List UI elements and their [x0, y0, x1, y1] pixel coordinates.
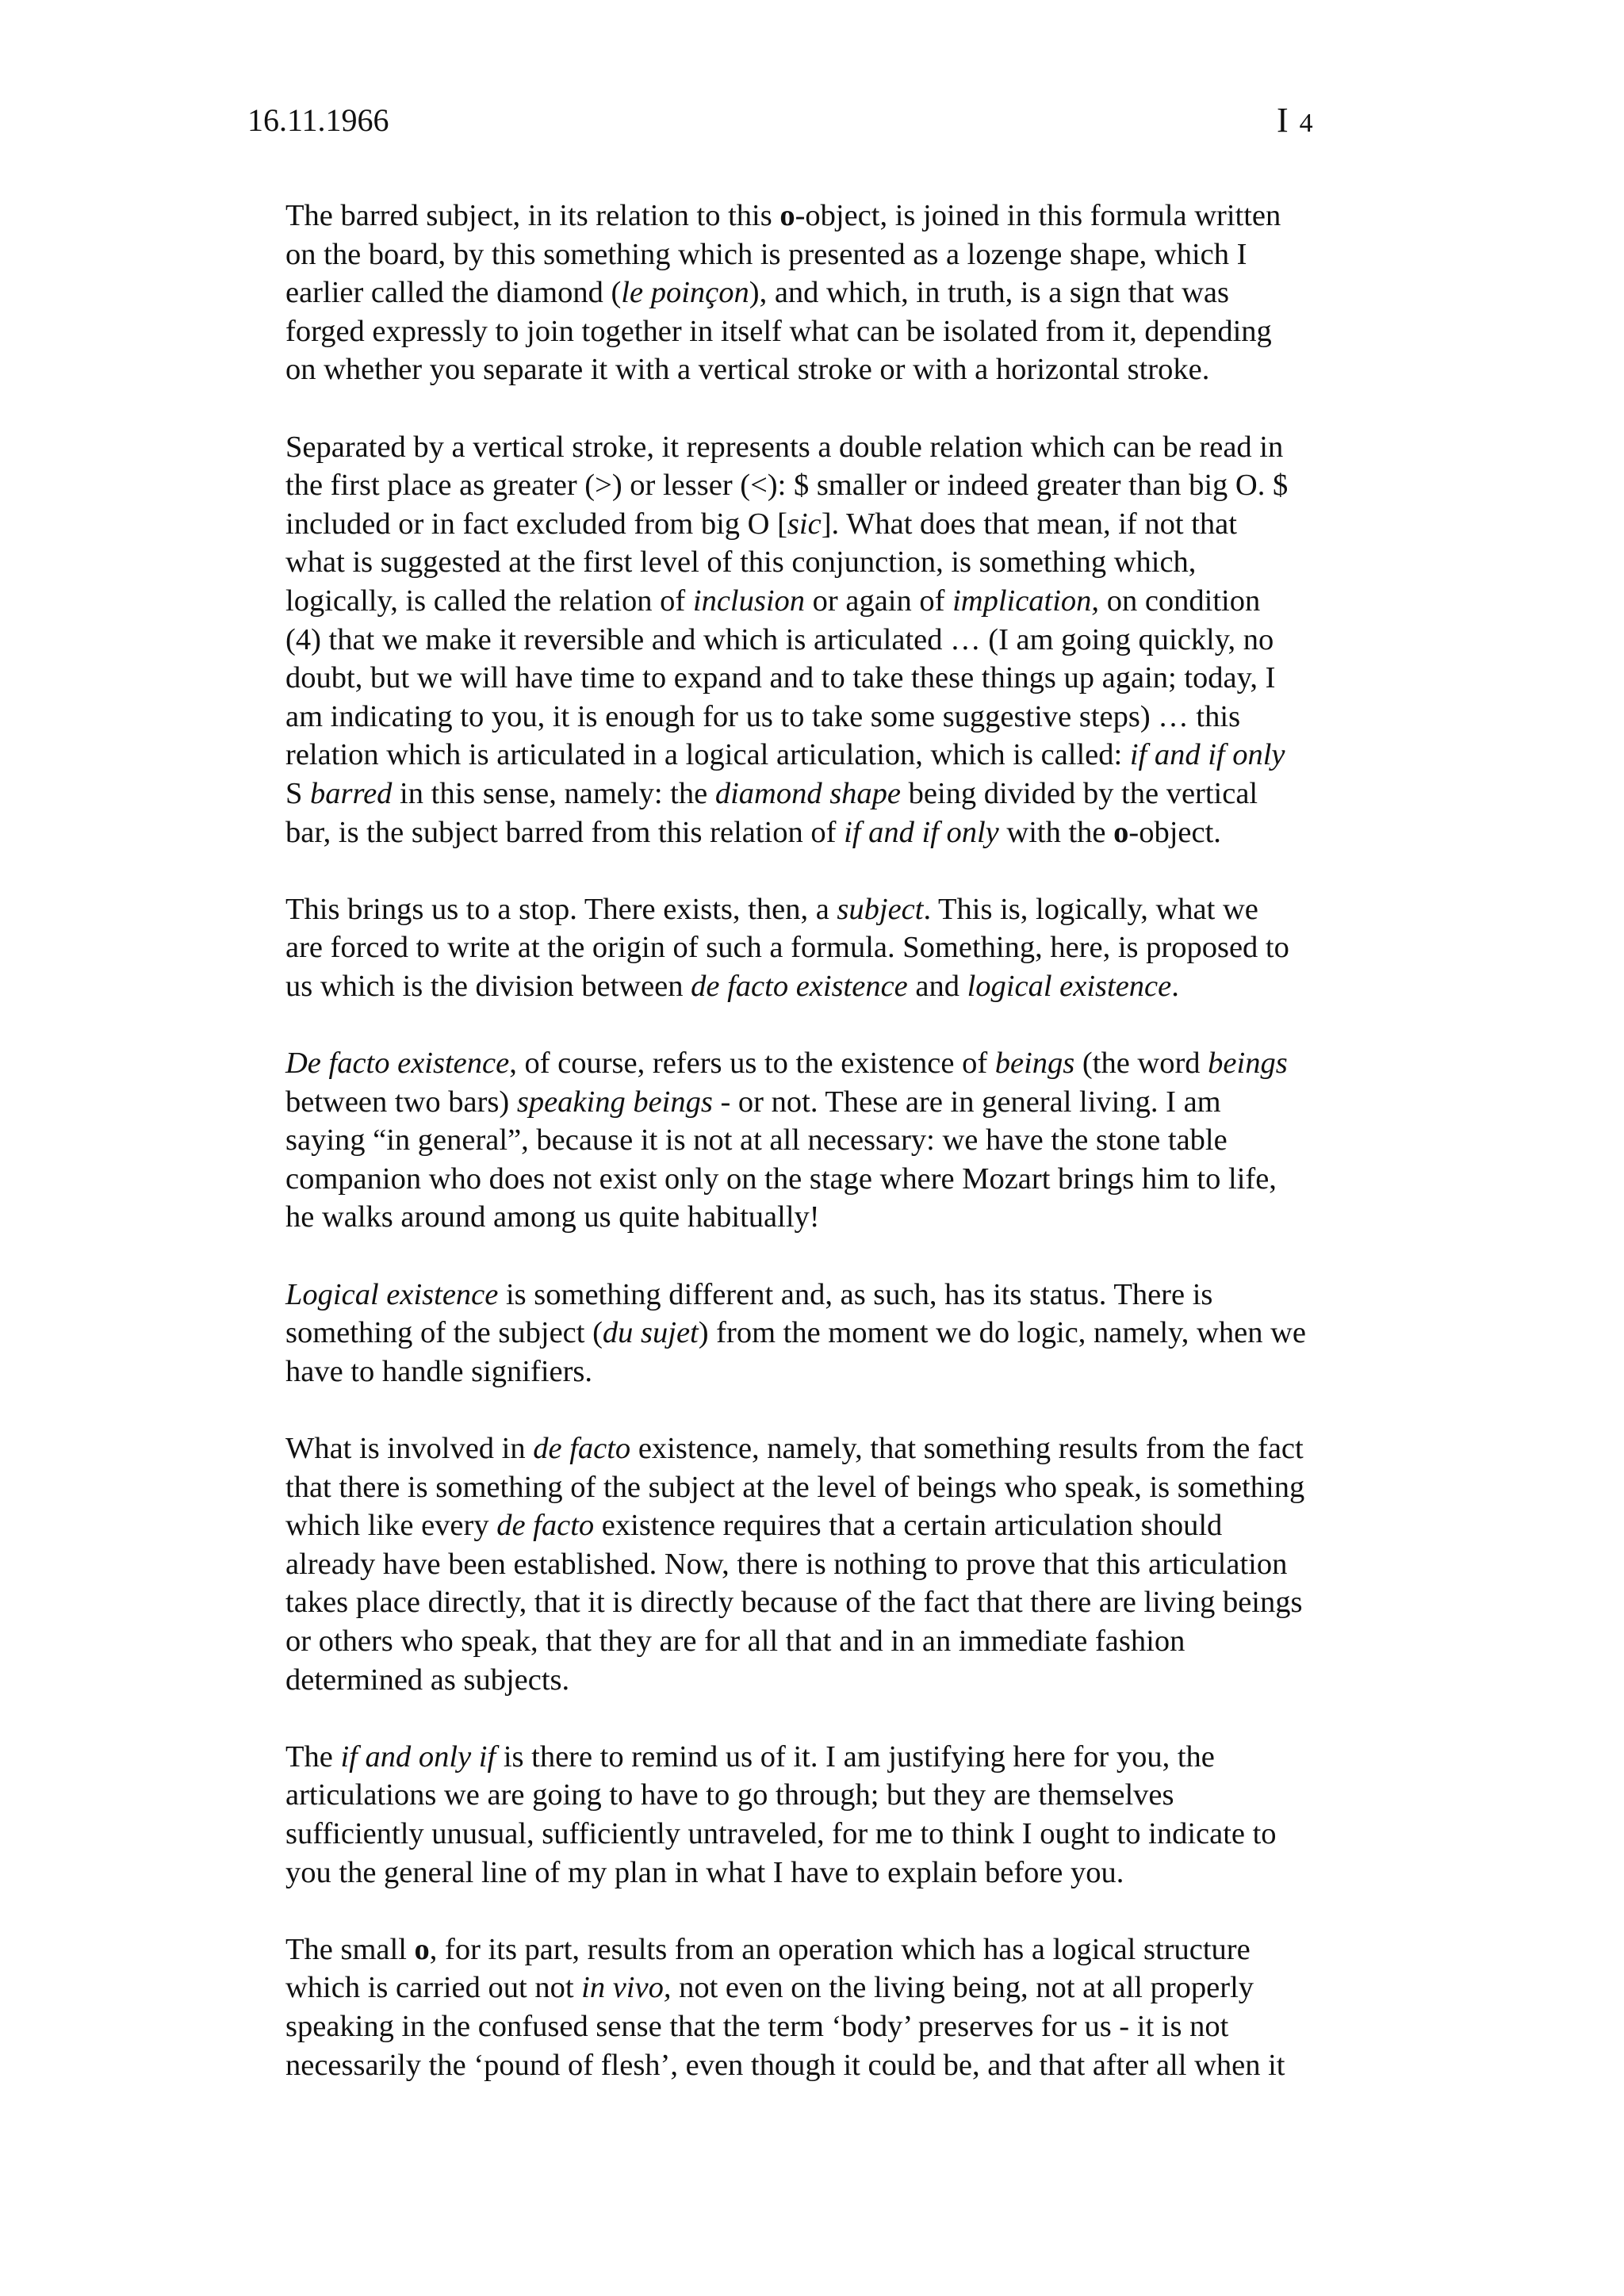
- text-run: is there to remind us of it. I am justifying here for you, the: [496, 1739, 1215, 1774]
- italic-text: if and if only: [1129, 738, 1285, 772]
- text-line: [285, 1583, 1396, 1622]
- bold-text: o: [1113, 815, 1129, 849]
- text-run: something of the subject (: [285, 1316, 603, 1350]
- text-line: [285, 505, 1396, 544]
- italic-text: diamond shape: [714, 776, 902, 810]
- text-run: the first place as greater (>) or lesser (<): $ smaller or indeed greater than big O. $: [285, 469, 1289, 503]
- text-line: [285, 274, 1396, 312]
- paragraph: [285, 428, 1396, 852]
- text-run: am indicating to you, it is enough for us to take some suggestive steps) … this: [285, 699, 1241, 733]
- text-line: [285, 621, 1396, 660]
- bold-text: o: [779, 199, 795, 232]
- text-line: [285, 2046, 1396, 2085]
- text-run: with the: [998, 815, 1114, 849]
- text-run: (4) that we make it reversible and which is articulated … (I am going quickly, no: [285, 622, 1274, 656]
- text-line: [285, 197, 1396, 235]
- text-line: [285, 1083, 1396, 1122]
- paragraph: [285, 1931, 1396, 2084]
- italic-text: inclusion: [692, 584, 806, 618]
- text-line: [285, 2007, 1396, 2046]
- header-date: 16.11.1966: [247, 102, 389, 138]
- text-line: [285, 659, 1396, 698]
- text-line: [285, 1931, 1396, 1969]
- bold-text: o: [414, 1932, 430, 1966]
- text-line: [285, 350, 1396, 389]
- text-run: or others who speak, that they are for all that and in an immediate fashion: [285, 1624, 1185, 1658]
- text-line: [285, 1661, 1396, 1700]
- italic-text: barred: [310, 776, 393, 810]
- text-line: [285, 1506, 1396, 1545]
- text-run: -object.: [1128, 815, 1221, 849]
- italic-text: de facto existence: [691, 969, 908, 1003]
- text-line: [285, 736, 1396, 775]
- text-run: -object, is joined in this formula written: [795, 199, 1281, 232]
- text-run: ), and which, in truth, is a sign that was: [749, 276, 1229, 310]
- text-run: What is involved in: [285, 1432, 534, 1465]
- paragraph: [285, 1738, 1396, 1892]
- text-run: ) from the moment we do logic, namely, when we: [698, 1316, 1306, 1350]
- text-run: sufficiently unusual, sufficiently untraveled, for me to think I ought to indicate to: [285, 1816, 1277, 1850]
- text-run: or again of: [805, 584, 953, 618]
- text-run: earlier called the diamond (: [285, 276, 622, 310]
- italic-text: de facto: [533, 1432, 631, 1465]
- text-run: between two bars): [285, 1085, 517, 1119]
- text-line: [285, 890, 1396, 929]
- text-run: The barred subject, in its relation to this: [285, 199, 780, 232]
- text-run: which is carried out not: [285, 1971, 582, 2005]
- text-run: , for its part, results from an operation which has a logical structure: [429, 1932, 1251, 1966]
- text-line: [285, 775, 1396, 813]
- text-line: [285, 1429, 1396, 1468]
- text-line: [285, 1776, 1396, 1815]
- text-run: he walks around among us quite habitually!: [285, 1200, 820, 1234]
- text-run: The small: [285, 1932, 415, 1966]
- text-run: on whether you separate it with a vertical stroke or with a horizontal stroke.: [285, 353, 1210, 387]
- text-run: already have been established. Now, there is nothing to prove that this articulation: [285, 1547, 1288, 1581]
- text-run: companion who does not exist only on the stage where Mozart brings him to life,: [285, 1161, 1277, 1196]
- text-run: .: [1171, 969, 1179, 1003]
- text-line: [285, 235, 1396, 274]
- italic-text: if and only if: [340, 1739, 496, 1774]
- italic-text: implication,: [952, 584, 1100, 618]
- text-line: [285, 1160, 1396, 1199]
- text-line: [285, 1276, 1396, 1314]
- italic-text: du sujet: [602, 1316, 699, 1350]
- text-run: , of course, refers us to the existence of: [509, 1047, 995, 1081]
- text-run: ]. What does that mean, if not that: [821, 507, 1237, 541]
- text-line: [285, 928, 1396, 967]
- text-run: existence, namely, that something results from the fact: [630, 1432, 1304, 1465]
- text-run: you the general line of my plan in what I have to explain before you.: [285, 1855, 1124, 1889]
- paragraph: [285, 890, 1396, 1006]
- text-run: that there is something of the subject at the level of beings who speak, is something: [285, 1470, 1305, 1504]
- text-run: and: [907, 969, 967, 1003]
- header-section: I: [1277, 101, 1289, 140]
- italic-text: logical existence: [967, 969, 1172, 1003]
- italic-text: if and if only: [844, 815, 999, 849]
- text-run: speaking in the confused sense that the term ‘body’ preserves for us - it is not: [285, 2009, 1229, 2043]
- text-line: [285, 312, 1396, 351]
- text-run: doubt, but we will have time to expand and to take these things up again; today, I: [285, 661, 1276, 695]
- text-line: [285, 1044, 1396, 1083]
- text-run: included or in fact excluded from big O [: [285, 507, 787, 541]
- text-line: [285, 1622, 1396, 1661]
- text-run: This brings us to a stop. There exists, then, a: [285, 892, 837, 926]
- italic-text: de facto: [496, 1509, 595, 1543]
- text-run: in this sense, namely: the: [392, 776, 715, 810]
- text-run: logically, is called the relation of: [285, 584, 693, 618]
- text-run: what is suggested at the first level of this conjunction, is something which,: [285, 545, 1197, 580]
- italic-text: beings: [1208, 1047, 1288, 1081]
- italic-text: beings: [994, 1047, 1075, 1081]
- text-line: [285, 1969, 1396, 2007]
- text-run: forged expressly to join together in itself what can be isolated from it, depending: [285, 314, 1272, 348]
- text-run: not even on the living being, not at all properly: [671, 1971, 1254, 2005]
- paragraph: [285, 1276, 1396, 1391]
- text-run: . This is, logically, what we: [923, 892, 1258, 926]
- text-run: determined as subjects.: [285, 1663, 570, 1697]
- text-run: existence requires that a certain articulation should: [594, 1509, 1223, 1543]
- text-run: on the board, by this something which is presented as a lozenge shape, which I: [285, 237, 1247, 271]
- text-run: bar, is the subject barred from this relation of: [285, 815, 845, 849]
- text-line: [285, 813, 1396, 852]
- italic-text: sic: [787, 507, 822, 541]
- text-run: are forced to write at the origin of such a formula. Something, here, is proposed to: [285, 931, 1289, 965]
- text-line: [285, 1545, 1396, 1584]
- italic-text: De facto existence: [285, 1047, 510, 1081]
- text-line: [285, 582, 1396, 621]
- text-line: [285, 1468, 1396, 1507]
- text-run: The: [285, 1739, 341, 1774]
- header-page: 4: [1299, 109, 1313, 138]
- italic-text: speaking beings: [516, 1085, 713, 1119]
- text-run: relation which is articulated in a logical articulation, which is called:: [285, 738, 1130, 772]
- text-run: on condition: [1099, 584, 1261, 618]
- text-run: which like every: [285, 1509, 497, 1543]
- paragraph: [285, 197, 1396, 389]
- text-run: - or not. These are in general living. I am: [712, 1085, 1221, 1119]
- text-run: have to handle signifiers.: [285, 1354, 593, 1388]
- italic-text: Logical existence: [285, 1277, 499, 1311]
- text-run: articulations we are going to have to go through; but they are themselves: [285, 1778, 1174, 1812]
- text-run: Separated by a vertical stroke, it represents a double relation which can be read in: [285, 430, 1284, 464]
- text-line: [285, 1815, 1396, 1854]
- text-run: (the word: [1074, 1047, 1208, 1081]
- text-line: [285, 967, 1396, 1006]
- text-line: [285, 1121, 1396, 1160]
- text-line: [285, 1854, 1396, 1892]
- document-body: [285, 197, 1396, 2123]
- text-run: saying “in general”, because it is not at all necessary: we have the stone table: [285, 1123, 1228, 1158]
- paragraph: [285, 1429, 1396, 1699]
- text-run: being divided by the vertical: [901, 776, 1258, 810]
- text-line: [285, 428, 1396, 467]
- text-run: us which is the division between: [285, 969, 691, 1003]
- text-line: [285, 1353, 1396, 1391]
- text-run: is something different and, as such, has its status. There is: [498, 1277, 1213, 1311]
- header-page-number: [1277, 101, 1313, 143]
- text-line: [285, 543, 1396, 582]
- text-line: [285, 698, 1396, 737]
- text-run: necessarily the ‘pound of flesh’, even though it could be, and that after all when it: [285, 2048, 1285, 2082]
- text-line: [285, 1738, 1396, 1777]
- italic-text: in vivo,: [581, 1971, 672, 2005]
- text-line: [285, 466, 1396, 505]
- italic-text: subject: [837, 892, 924, 926]
- text-line: [285, 1314, 1396, 1353]
- text-run: takes place directly, that it is directly because of the fact that there are living beings: [285, 1586, 1303, 1620]
- text-line: [285, 1198, 1396, 1237]
- paragraph: [285, 1044, 1396, 1237]
- text-run: S: [285, 776, 311, 810]
- italic-text: le poinçon: [621, 276, 749, 310]
